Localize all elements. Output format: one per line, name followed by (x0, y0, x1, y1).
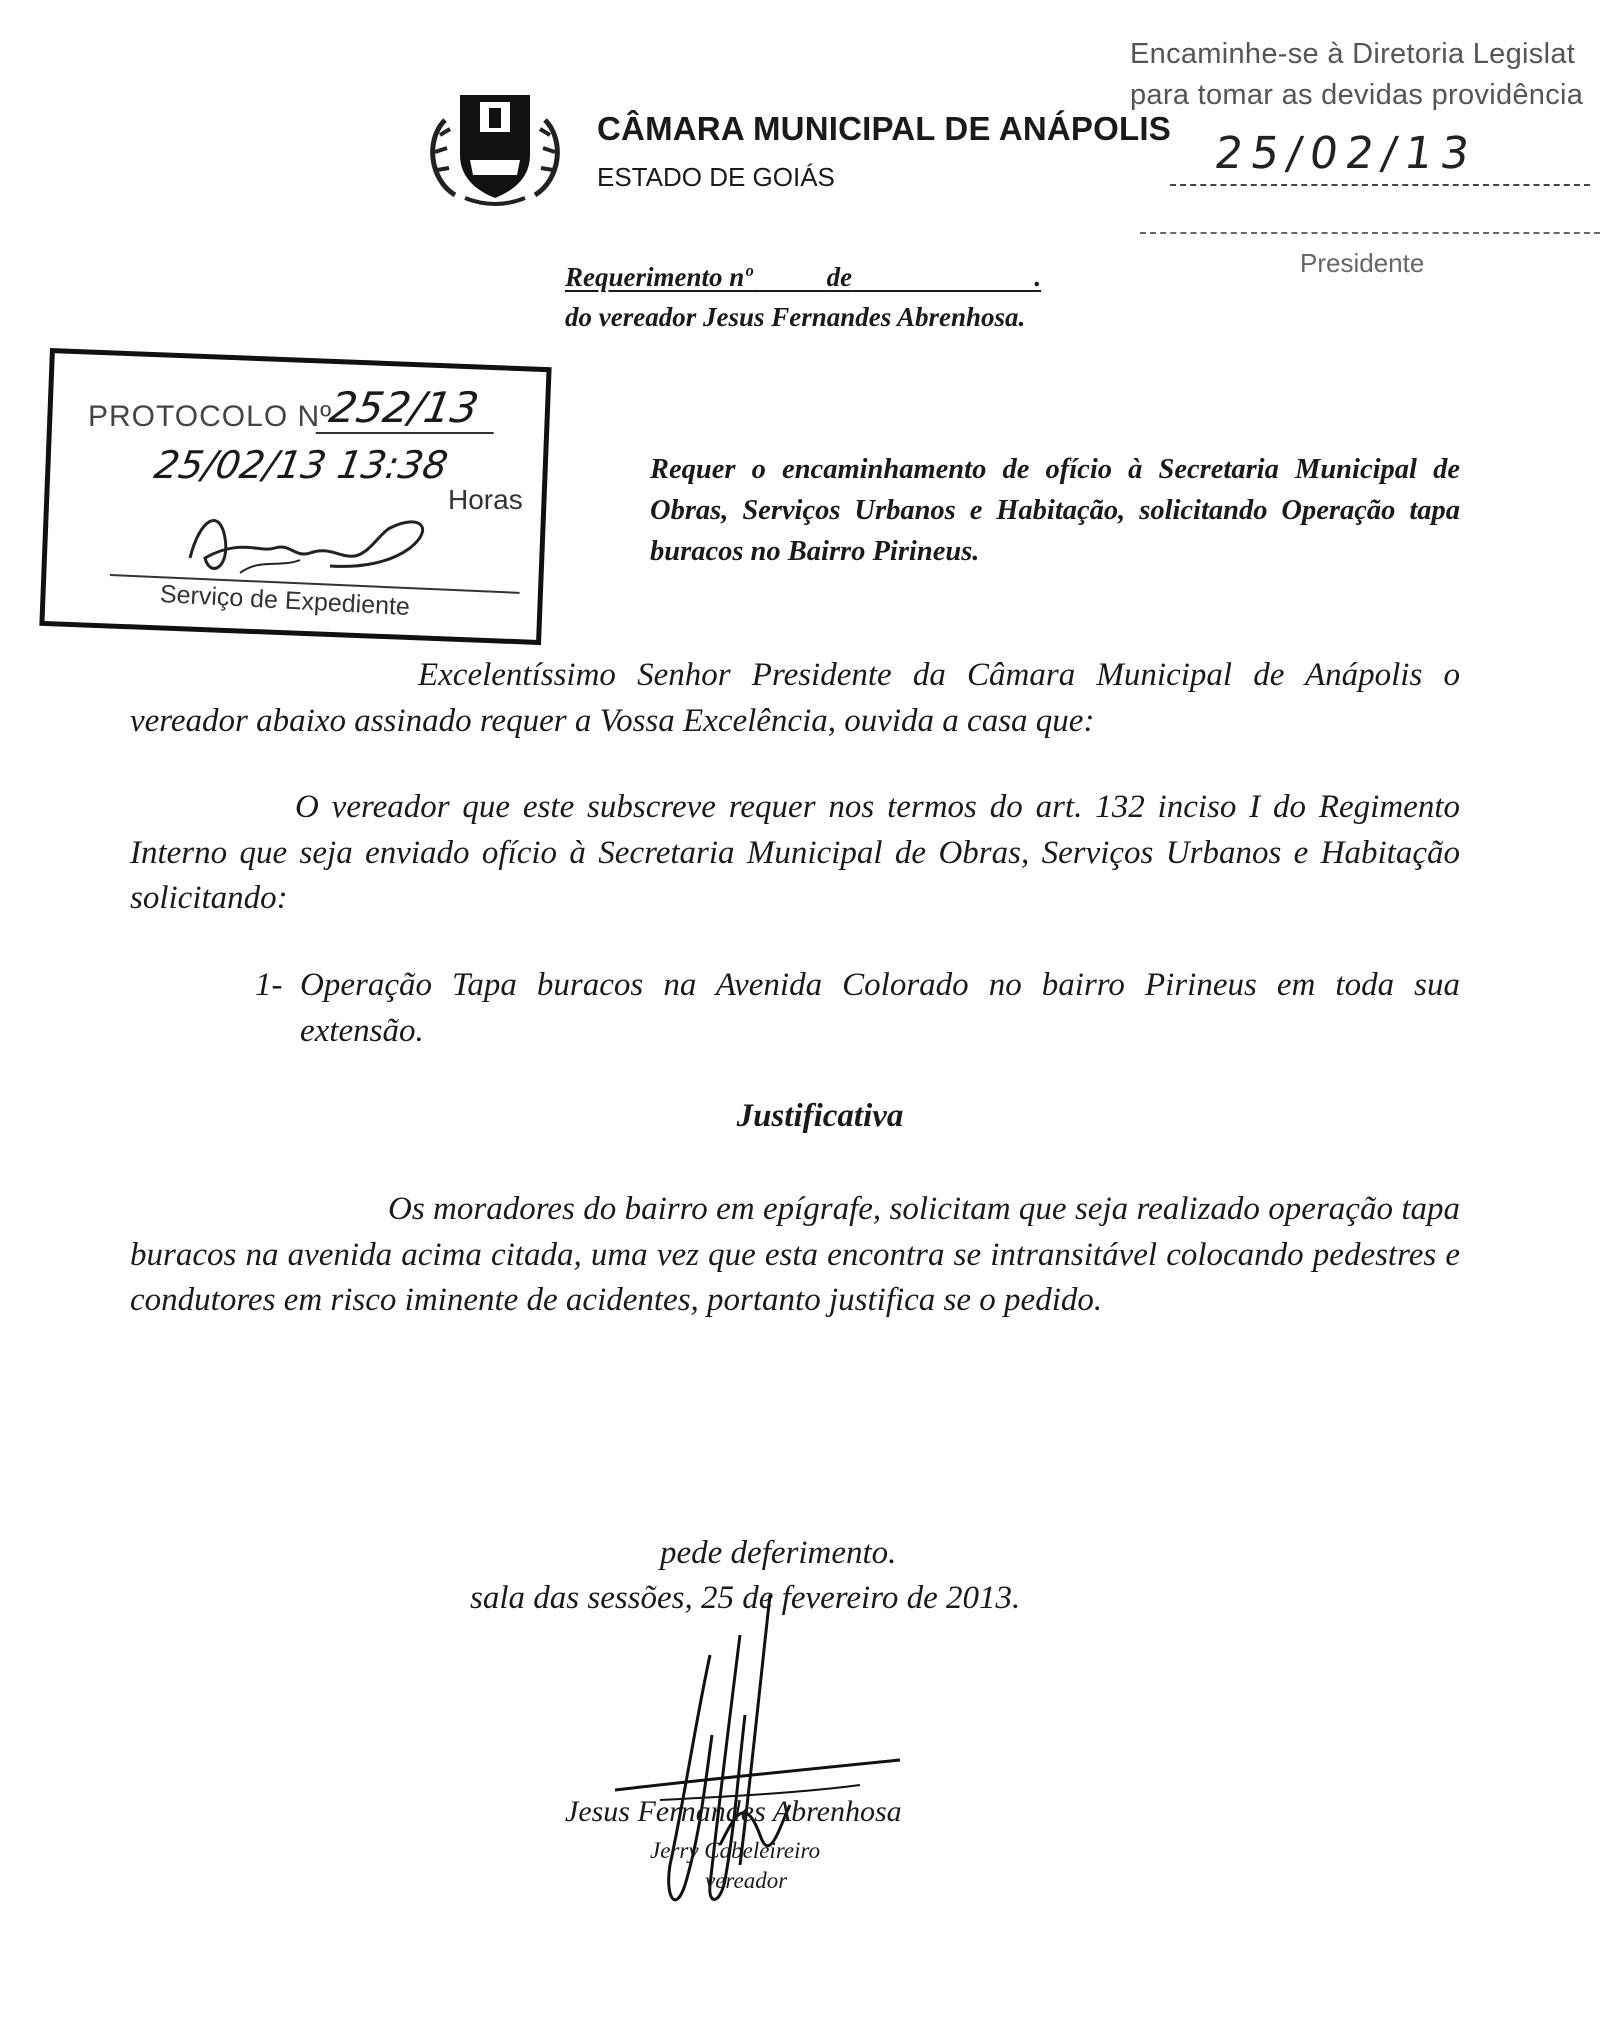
protocol-stamp (50, 348, 556, 638)
paragraph-request: O vereador que este subscreve requer nos termos do art. 132 inciso I do Regimento Interno que seja enviado ofício à Secretaria Municipal de Obras, Serviços Urbanos e Habitação solicitando: (130, 789, 1460, 917)
despacho-signature-line (1140, 232, 1600, 234)
protocol-hours-label: Horas (448, 484, 523, 515)
protocol-date-time: 25/02/13 13:38 (151, 443, 452, 487)
protocol-number: 252/13 (316, 383, 503, 434)
document-summary: Requer o encaminhamento de ofício à Secretaria Municipal de Obras, Serviços Urbanos e Habitação, solicitando Operação tapa buracos no Bairro Pirineus. (650, 454, 1460, 567)
request-item-text: Operação Tapa buracos na Avenida Colorado no bairro Pirineus em toda sua extensão. (300, 967, 1460, 1049)
title-end: . (1034, 262, 1042, 292)
request-item-number: 1- (255, 967, 283, 1003)
protocol-label: PROTOCOLO Nº (88, 400, 333, 433)
signatory-nickname: Jerry Cabeleireiro (650, 1838, 821, 1863)
municipal-coat-of-arms (425, 80, 565, 215)
document-subtitle: do vereador Jesus Fernandes Abrenhosa. (565, 302, 1026, 332)
closing-request: pede deferimento. (660, 1535, 897, 1571)
despacho-stamp (1120, 0, 1600, 290)
signatory-name: Jesus Fernandes Abrenhosa (565, 1795, 902, 1828)
justification-heading: Justificativa (736, 1098, 904, 1134)
signatory-role: vereador (705, 1868, 788, 1893)
protocol-handwritten-signature (180, 498, 440, 588)
despacho-underline (1170, 184, 1590, 186)
despacho-line-1: Encaminhe-se à Diretoria Legislat (1130, 38, 1576, 70)
paragraph-justification: Os moradores do bairro em epígrafe, solicitam que seja realizado operação tapa buracos na avenida acima citada, uma vez que esta encontra se intransitável colocando pedestres e condutores em risco iminente de acidentes, portanto justifica se o pedido. (130, 1191, 1460, 1319)
org-state: ESTADO DE GOIÁS (597, 162, 835, 192)
closing-place-date: sala das sessões, 25 de fevereiro de 2013. (470, 1580, 1021, 1616)
document-title (565, 262, 1041, 293)
title-de: de (826, 262, 853, 292)
org-name: CÂMARA MUNICIPAL DE ANÁPOLIS (597, 110, 1171, 147)
request-item (255, 963, 1460, 1054)
despacho-date: 25/02/13 (1211, 128, 1481, 179)
protocol-service-label: Serviço de Expediente (159, 580, 411, 622)
paragraph-opening: Excelentíssimo Senhor Presidente da Câmara Municipal de Anápolis o vereador abaixo assinado requer a Vossa Excelência, ouvida a casa que: (130, 657, 1460, 739)
despacho-line-2: para tomar as devidas providência (1130, 79, 1584, 111)
despacho-signature-label: Presidente (1300, 248, 1425, 278)
title-prefix: Requerimento nº (565, 262, 753, 292)
